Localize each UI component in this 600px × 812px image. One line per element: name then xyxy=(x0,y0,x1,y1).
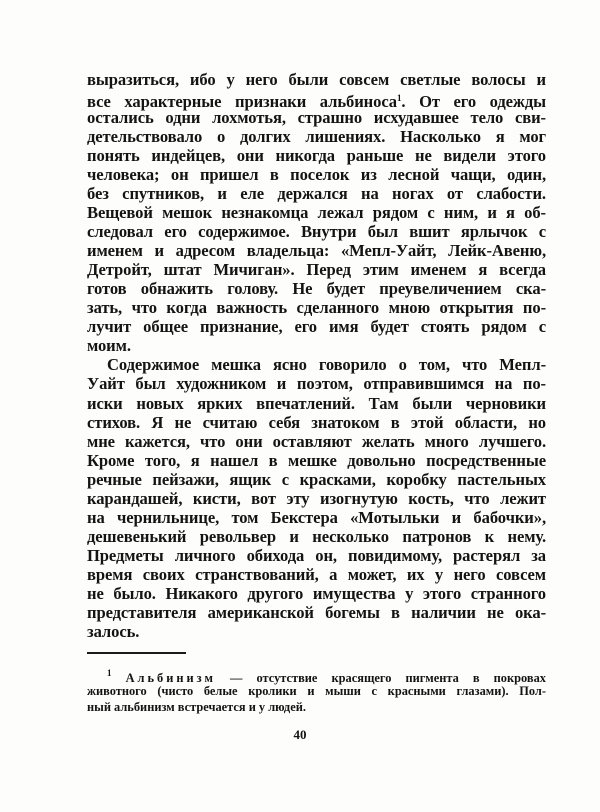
text-line: Детройт, штат Мичиган». Перед этим именем я всегда xyxy=(87,260,546,280)
text-line: мне кажется, что они оставляют желать много лучшего. xyxy=(87,431,546,451)
text-line: без спутников, и еле держался на ногах от слабости. xyxy=(87,184,546,204)
footnote-line: животного (чисто белые кролики и мыши с красными глазами). Пол- xyxy=(87,684,546,698)
text-line: представителя американской богемы в наличии не ока- xyxy=(87,602,546,622)
text-line: детельствовало о долгих лишениях. Насколько я мог xyxy=(87,127,546,147)
text-line: Содержимое мешка ясно говорило о том, что Мепл- xyxy=(107,355,546,375)
text-line: карандашей, кисти, вот эту изогнутую кость, что лежит xyxy=(87,488,546,508)
text-line: готов обнажить голову. Не будет преувеличением ска- xyxy=(87,279,546,299)
footnote-text: — отсутствие красящего пигмента в покровах xyxy=(215,671,546,685)
text-line: понять индейцев, они никогда раньше не видели этого xyxy=(87,146,546,166)
footnote-marker: 1 xyxy=(107,668,112,678)
text-line: иски новых ярких впечатлений. Там были черновики xyxy=(87,393,546,413)
text-line: стихов. Я не считаю себя знатоком в этой области, но xyxy=(87,412,546,432)
text-line: время своих странствований, а может, их у него совсем xyxy=(87,564,546,584)
text-line: Кроме того, я нашел в мешке довольно посредственные xyxy=(87,450,546,470)
text-line: Предметы личного обихода он, повидимому, растерял за xyxy=(87,545,546,565)
footnote-divider xyxy=(87,652,186,654)
text-line: моим. xyxy=(87,336,131,356)
text-segment: . От его одежды xyxy=(401,92,546,112)
text-line: выразиться, ибо у него были совсем светлые волосы и xyxy=(87,70,546,89)
text-line: следовал его содержимое. Внутри был вшит ярлычок с xyxy=(87,222,546,242)
page-number: 40 xyxy=(293,727,307,742)
text-line: Уайт был художником и поэтом, отправившимся на по- xyxy=(87,374,546,394)
text-line: дешевенький револьвер и несколько патронов к нему. xyxy=(87,526,546,546)
text-line: именем и адресом владельца: «Мепл-Уайт, Лейк-Авеню, xyxy=(87,241,546,261)
text-line: зать, что когда важность сделанного мною открытия по- xyxy=(87,298,546,318)
footnote-line: ный альбинизм встречается и у людей. xyxy=(87,700,306,714)
text-line: Вещевой мешок незнакомца лежал рядом с ним, и я об- xyxy=(87,203,546,223)
text-line: на чернильнице, том Бекстера «Мотыльки и бабочки», xyxy=(87,507,546,527)
text-segment: все характерные признаки альбиноса xyxy=(87,92,398,112)
text-line: залось. xyxy=(87,621,140,641)
footnote-term: Альбинизм xyxy=(125,671,216,685)
text-line: лучит общее признание, его имя будет стоять рядом с xyxy=(87,317,546,337)
text-line: остались одни лохмотья, страшно исхудавшее тело сви- xyxy=(87,108,546,128)
text-line: речные пейзажи, ящик с красками, коробку пастельных xyxy=(87,469,546,489)
text-line: не было. Никакого другого имущества у этого странного xyxy=(87,583,546,603)
text-line: человека; он пришел в поселок из лесной чащи, один, xyxy=(87,165,546,185)
footnote-reference: 1 xyxy=(397,93,402,104)
